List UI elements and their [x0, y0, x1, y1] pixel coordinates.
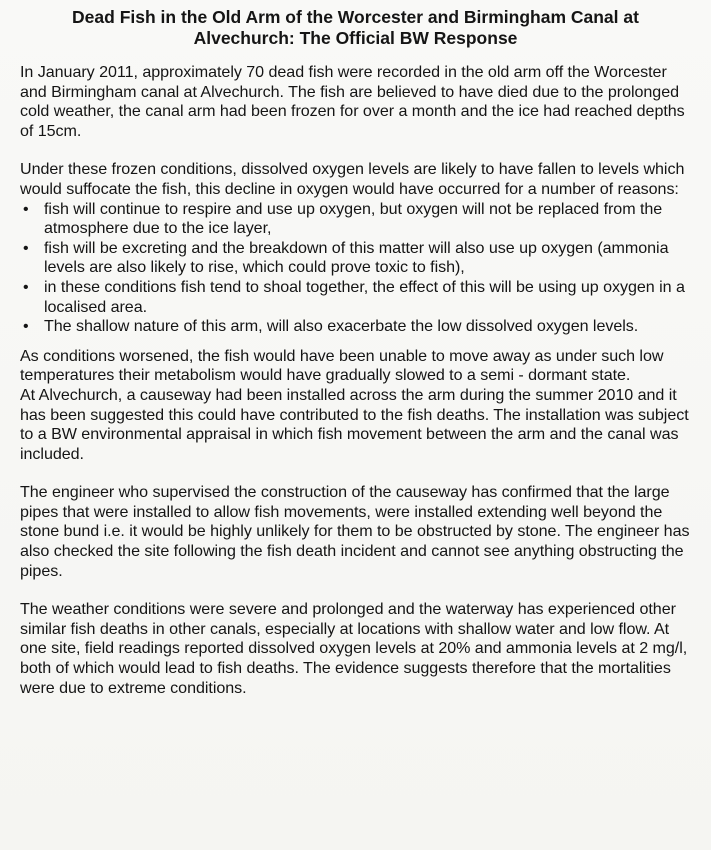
list-item-text: fish will continue to respire and use up oxygen, but oxygen will not be replaced from the atmosphere due to the ice layer,: [44, 199, 663, 238]
paragraph-weather-conclusion: The weather conditions were severe and prolonged and the waterway has experienced other similar fish deaths in other canals, especially at locations with shallow water and low flow. At one site, field readings reported dissolved oxygen levels at 20% and ammonia levels at 2 mg/l, both of which would lead to fish deaths. The evidence suggests therefore that the mortalities were due to extreme conditions.: [20, 600, 688, 697]
list-item-text: fish will be excreting and the breakdown of this matter will also use up oxygen (ammonia levels are also likely to rise, which could prove toxic to fish),: [44, 238, 669, 277]
paragraph-engineer: The engineer who supervised the construction of the causeway has confirmed that the large pipes that were installed to allow fish movements, were installed extending well beyond the stone bund i.e. it would be highly unlikely for them to be obstructed by stone. The engineer has also checked the site following the fish death incident and cannot see anything obstructing the pipes.: [20, 483, 690, 580]
document-title-line-1: Dead Fish in the Old Arm of the Worcester and Birmingham Canal at: [72, 7, 639, 27]
bullet-icon: •: [23, 278, 29, 296]
paragraph-spacer: [20, 337, 691, 347]
paragraph-frozen-conditions: Under these frozen conditions, dissolved oxygen levels are likely to have fallen to levels which would suffocate the fish, this decline in oxygen would have occurred for a number of reasons:: [20, 160, 685, 198]
list-item-text: The shallow nature of this arm, will also exacerbate the low dissolved oxygen levels.: [44, 317, 639, 336]
paragraph-spacer: [20, 581, 691, 600]
bullet-icon: •: [23, 318, 29, 336]
list-item: [20, 200, 691, 239]
bullet-icon: •: [23, 239, 29, 257]
paragraph-conditions-worsened: As conditions worsened, the fish would have been unable to move away as under such low temperatures their metabolism would have gradually slowed to a semi - dormant state.: [20, 346, 664, 385]
paragraph-intro: In January 2011, approximately 70 dead fish were recorded in the old arm off the Worcester and Birmingham canal at Alvechurch. The fish are believed to have died due to the prolonged cold weather, the canal arm had been frozen for over a month and the ice had reached depths of 15cm.: [20, 63, 685, 140]
list-item-text: in these conditions fish tend to shoal together, the effect of this will be using up oxygen in a localised area.: [44, 277, 685, 316]
paragraph-spacer: [20, 141, 691, 160]
paragraph-spacer: [20, 464, 691, 483]
list-item: [20, 317, 691, 337]
list-item: [20, 239, 691, 278]
reasons-list: [20, 200, 691, 337]
paragraph-causeway: At Alvechurch, a causeway had been installed across the arm during the summer 2010 and it has been suggested this could have contributed to the fish deaths. The installation was subject to a BW environmental appraisal in which fish movement between the arm and the canal was included.: [20, 385, 689, 463]
document-title-line-2: Alvechurch: The Official BW Response: [193, 28, 518, 48]
bullet-icon: •: [23, 200, 29, 218]
document-title: [20, 7, 691, 49]
list-item: [20, 278, 691, 317]
